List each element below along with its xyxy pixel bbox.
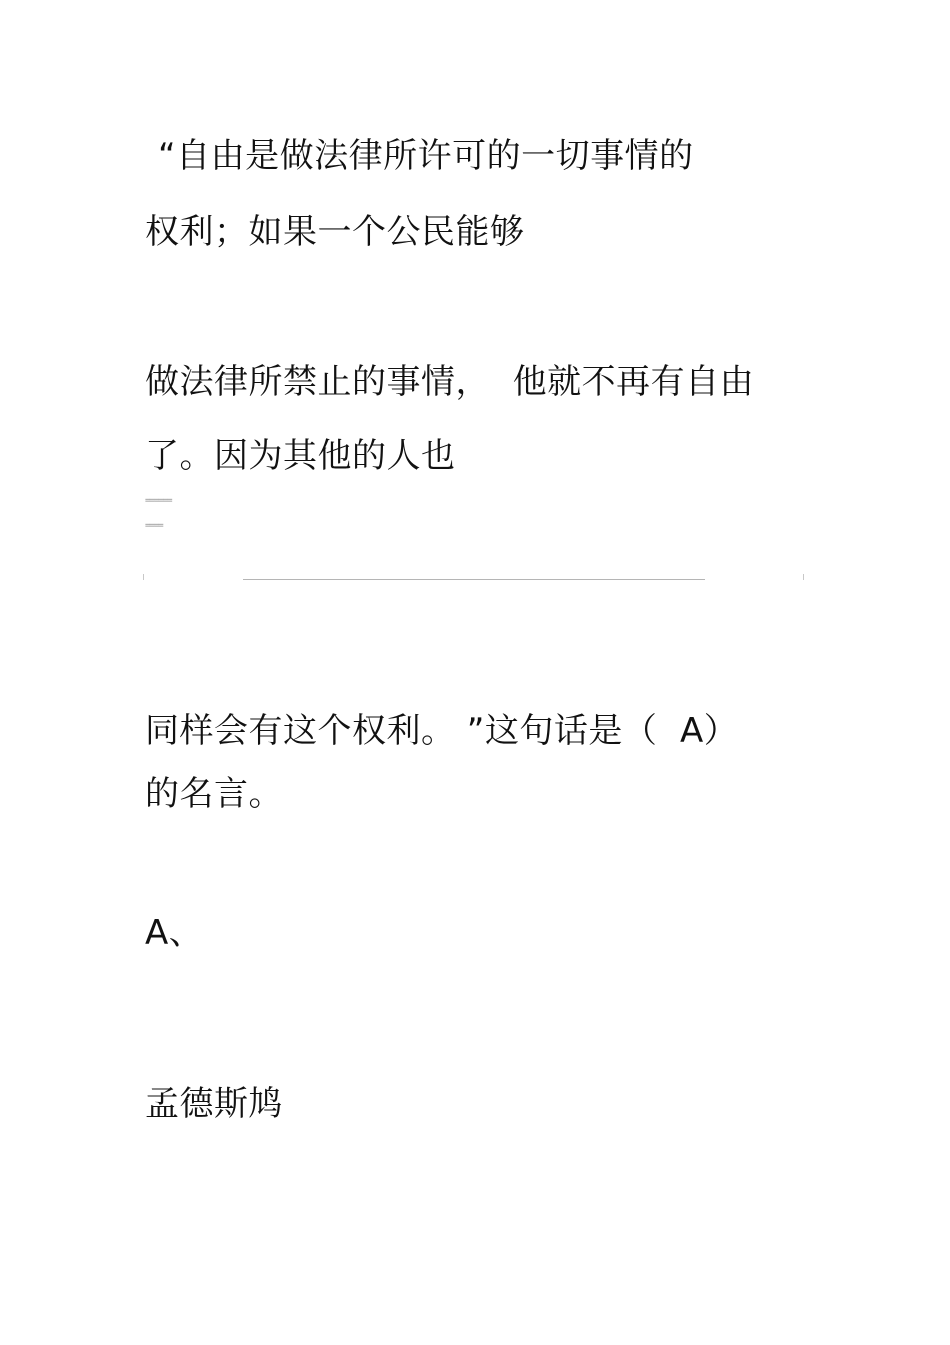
option-letter: A、 [145, 913, 204, 953]
question-line-6: 的名言。 [145, 774, 283, 814]
question-line-1: “自由是做法律所许可的一切事情的 [158, 136, 694, 176]
question-line-3: 做法律所禁止的事情， 他就不再有自由 [145, 362, 755, 402]
page-break-mark-1: ====== [145, 496, 172, 506]
option-text: 孟德斯鸠 [145, 1084, 283, 1124]
question-line-4: 了。因为其他的人也 [145, 436, 456, 476]
question-line-2: 权利；如果一个公民能够 [145, 212, 525, 252]
page-break-mark-2: ==== [145, 521, 163, 531]
page-corner-right [803, 574, 804, 580]
question-line-5: 同样会有这个权利。 ”这句话是（ A） [145, 711, 739, 751]
page-separator-line [243, 579, 705, 580]
page-corner-left [143, 574, 144, 580]
